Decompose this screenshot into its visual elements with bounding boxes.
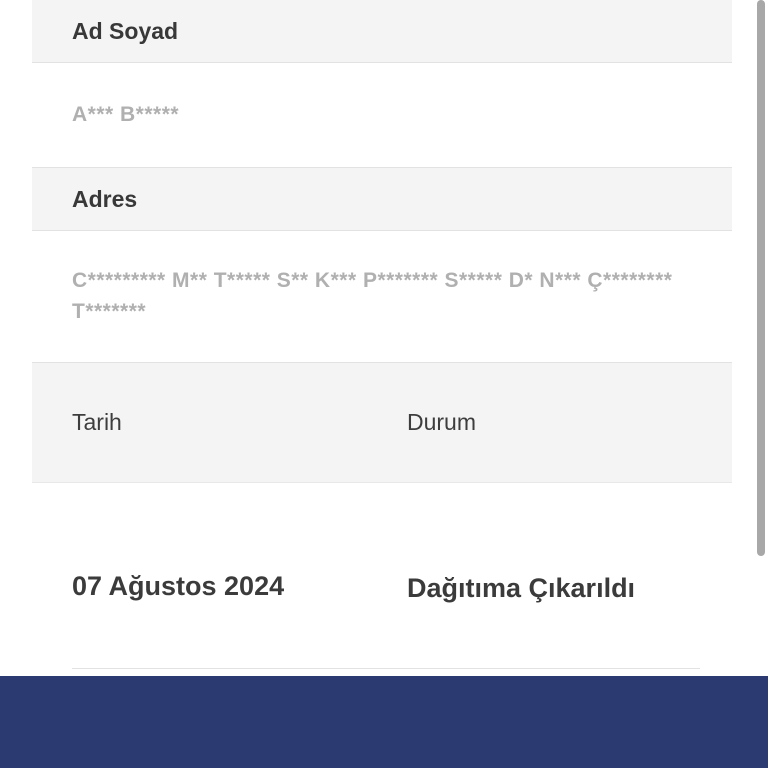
field-label-ad-soyad (32, 0, 732, 63)
row-divider (72, 668, 700, 669)
field-label-adres (32, 168, 732, 231)
column-header-tarih: Tarih (72, 409, 122, 435)
row-date: 07 Ağustos 2024 (72, 571, 285, 601)
scrollbar-thumb[interactable] (757, 0, 765, 556)
table-row[interactable] (32, 553, 732, 673)
shipment-detail-card (32, 0, 732, 673)
row-status: Dağıtıma Çıkarıldı (407, 573, 636, 603)
vertical-scrollbar[interactable] (752, 0, 768, 768)
column-header-durum: Durum (407, 409, 477, 435)
history-table-gap (32, 483, 732, 553)
field-value-text: A*** B***** (72, 102, 180, 126)
field-label-text: Adres (72, 185, 138, 212)
field-value-text: C********* M** T***** S** K*** P******* S***** D* N*** Ç******** T******* (72, 269, 673, 323)
field-label-text: Ad Soyad (72, 17, 179, 44)
field-value-adres (32, 231, 732, 363)
field-value-ad-soyad (32, 63, 732, 168)
bottom-app-bar[interactable] (0, 676, 768, 768)
history-table-header (32, 363, 732, 483)
